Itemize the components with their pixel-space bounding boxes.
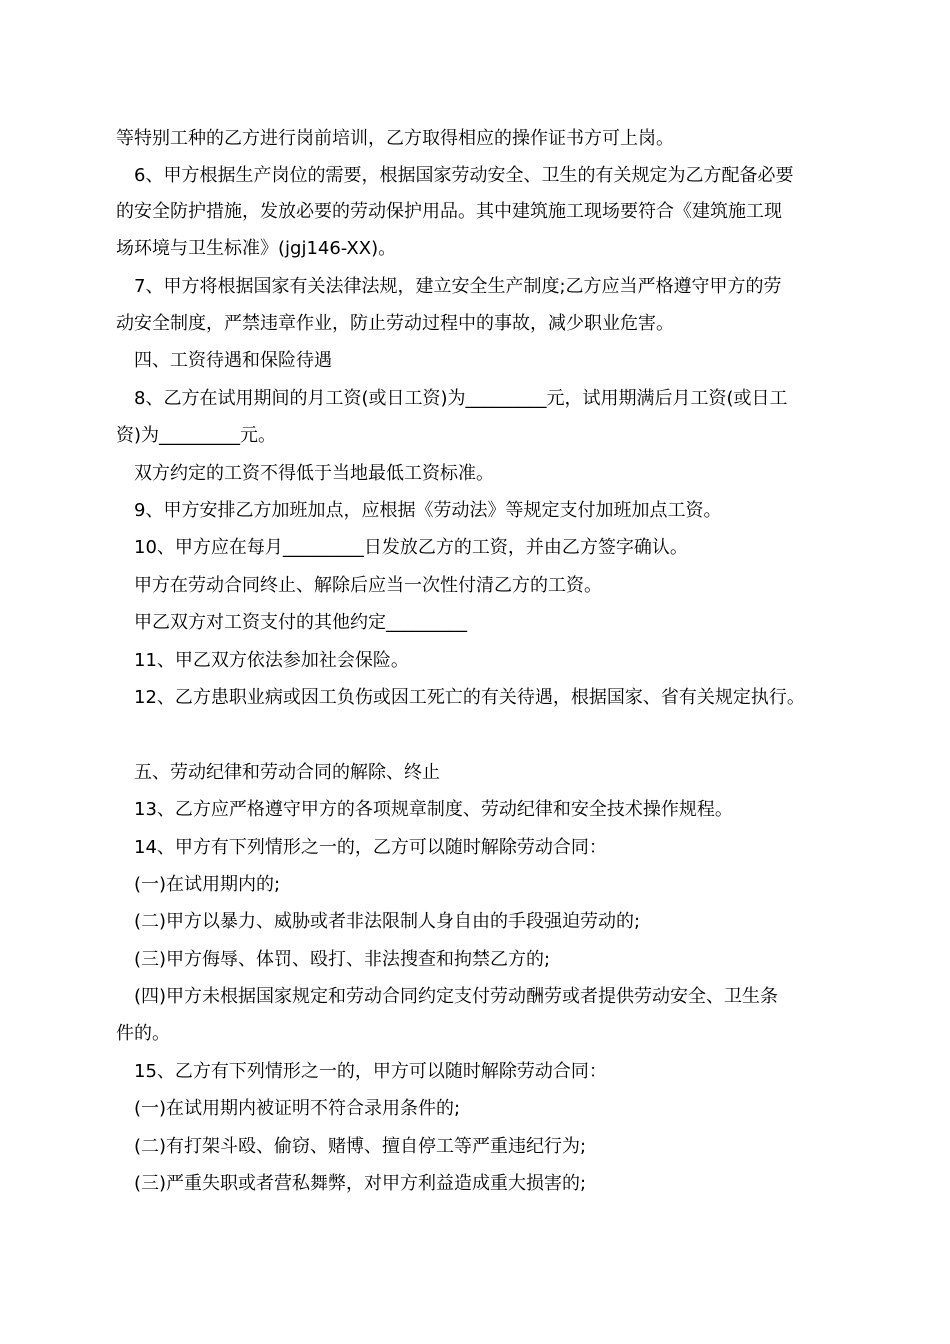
text-line: 10、甲方应在每月_________日发放乙方的工资，并由乙方签字确认。 xyxy=(134,537,688,558)
list-item: (三)甲方侮辱、体罚、殴打、非法搜查和拘禁乙方的; xyxy=(134,949,551,970)
text-line: 13、乙方应严格遵守甲方的各项规章制度、劳动纪律和安全技术操作规程。 xyxy=(134,799,733,820)
list-item: (二)甲方以暴力、威胁或者非法限制人身自由的手段强迫劳动的; xyxy=(134,911,641,932)
text-line: 15、乙方有下列情形之一的，甲方可以随时解除劳动合同： xyxy=(134,1061,607,1082)
text-line: 资)为_________元。 xyxy=(116,425,277,446)
list-item: (一)在试用期内被证明不符合录用条件的; xyxy=(134,1098,461,1119)
list-item: (二)有打架斗殴、偷窃、赌博、擅自停工等严重违纪行为; xyxy=(134,1136,587,1157)
text-line: 件的。 xyxy=(116,1023,170,1044)
text-line: 7、甲方将根据国家有关法律法规，建立安全生产制度;乙方应当严格遵守甲方的劳 xyxy=(134,276,782,297)
list-item: (一)在试用期内的; xyxy=(134,874,281,895)
section-heading: 四、工资待遇和保险待遇 xyxy=(134,350,332,371)
text-line: 8、乙方在试用期间的月工资(或日工资)为_________元，试用期满后月工资(或日工 xyxy=(134,388,788,409)
text-line: 动安全制度，严禁违章作业，防止劳动过程中的事故，减少职业危害。 xyxy=(116,313,674,334)
text-line: 9、甲方安排乙方加班加点，应根据《劳动法》等规定支付加班加点工资。 xyxy=(134,500,722,521)
text-line: 12、乙方患职业病或因工负伤或因工死亡的有关待遇，根据国家、省有关规定执行。 xyxy=(134,687,805,708)
text-line: 场环境与卫生标准》(jgj146-XX)。 xyxy=(116,238,397,259)
text-line: 甲乙双方对工资支付的其他约定_________ xyxy=(134,612,467,633)
text-line: 11、甲乙双方依法参加社会保险。 xyxy=(134,650,409,671)
section-heading: 五、劳动纪律和劳动合同的解除、终止 xyxy=(134,762,440,783)
text-line: 6、甲方根据生产岗位的需要，根据国家劳动安全、卫生的有关规定为乙方配备必要 xyxy=(134,165,794,186)
text-line: 的安全防护措施，发放必要的劳动保护用品。其中建筑施工现场要符合《建筑施工现 xyxy=(116,201,782,222)
list-item: (三)严重失职或者营私舞弊，对甲方利益造成重大损害的; xyxy=(134,1173,587,1194)
text-line: 双方约定的工资不得低于当地最低工资标准。 xyxy=(134,463,494,484)
text-line: 等特别工种的乙方进行岗前培训，乙方取得相应的操作证书方可上岗。 xyxy=(116,128,674,149)
list-item: (四)甲方未根据国家规定和劳动合同约定支付劳动酬劳或者提供劳动安全、卫生条 xyxy=(134,986,779,1007)
text-line: 14、甲方有下列情形之一的，乙方可以随时解除劳动合同： xyxy=(134,837,607,858)
text-line: 甲方在劳动合同终止、解除后应当一次性付清乙方的工资。 xyxy=(134,575,602,596)
